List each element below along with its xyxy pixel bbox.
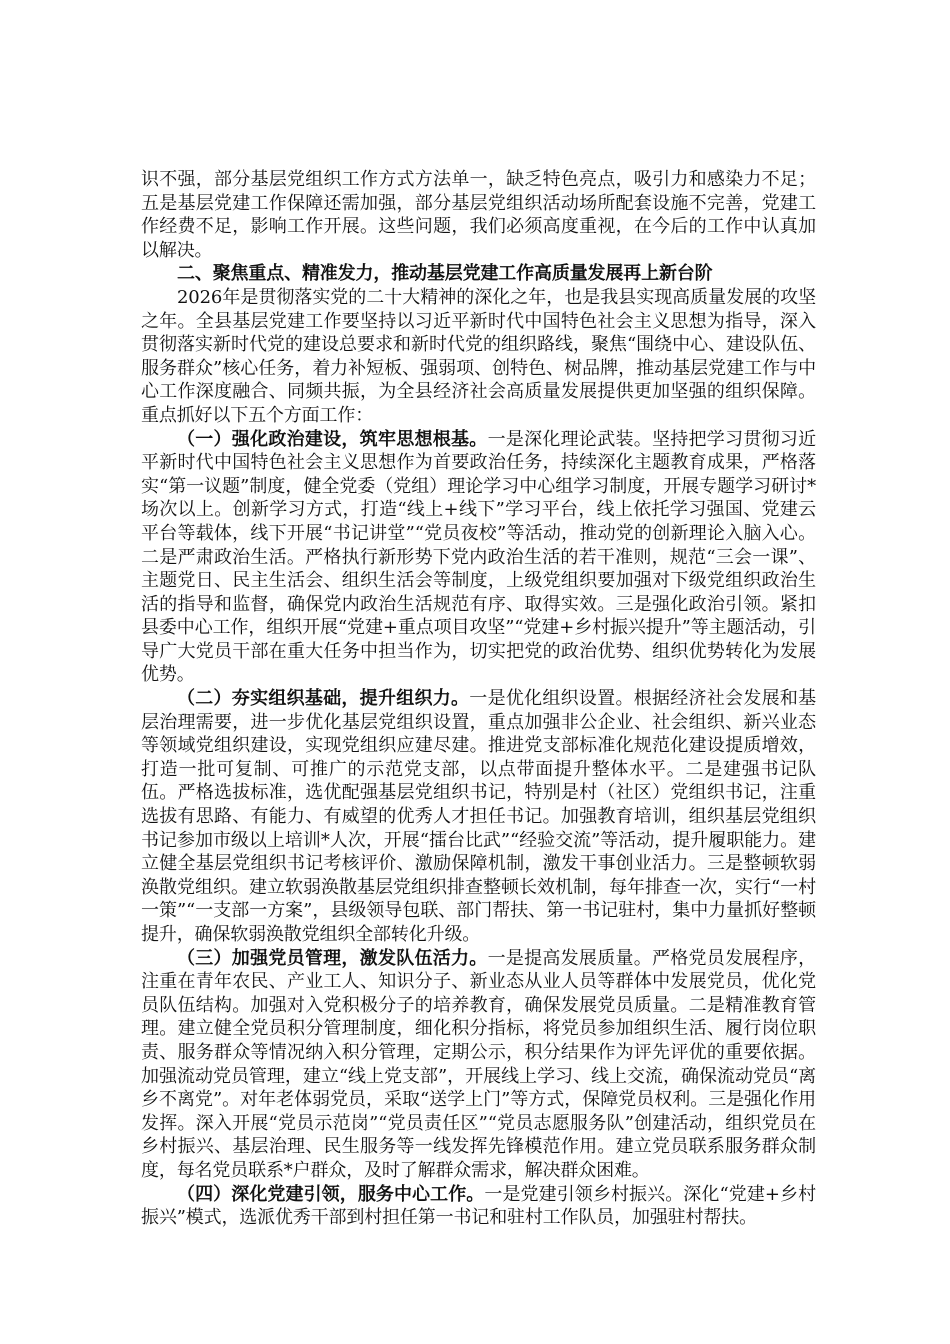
paragraph-text: 一是深化理论武装。坚持把学习贯彻习近平新时代中国特色社会主义思想作为首要政治任务，持续深化主题教育成果，严格落实“第一议题”制度，健全党委（党组）理论学习中心组学习制度，开展专题学习研讨*场次以上。创新学习方式，打造“线上+线下”学习平台，线上依托学习强国、党建云平台等载体，线下开展“书记讲堂”“党员夜校”等活动，推动党的创新理论入脑入心。二是严肃政治生活。严格执行新形势下党内政治生活的若干准则，规范“三会一课”、主题党日、民主生活会、组织生活会等制度，上级党组织要加强对下级党组织政治生活的指导和监督，确保党内政治生活规范有序、取得实效。三是强化政治引领。紧扣县委中心工作，组织开展“党建+重点项目攻坚”“党建+乡村振兴提升”等主题活动，引导广大党员干部在重大任务中担当作为，切实把党的政治优势、组织优势转化为发展优势。 (141, 428, 816, 686)
document-body (141, 168, 816, 1230)
paragraph-item-3 (141, 947, 816, 1183)
item-lead: （四）深化党建引领，服务中心工作。 (177, 1183, 485, 1205)
section-heading (141, 262, 816, 286)
paragraph-continuation (141, 168, 816, 262)
paragraph-text: 一是党建引领乡村振兴。深化“党建+乡村振兴”模式，选派优秀干部到村担任第一书记和驻村工作队员，加强驻村帮扶。 (141, 1183, 816, 1229)
paragraph-text: 一是优化组织设置。根据经济社会发展和基层治理需要，进一步优化基层党组织设置，重点加强非公企业、社会组织、新兴业态等领域党组织建设，实现党组织应建尽建。推进党支部标准化规范化建设提质增效，打造一批可复制、可推广的示范党支部，以点带面提升整体水平。二是建强书记队伍。严格选拔标准，选优配强基层党组织书记，特别是村（社区）党组织书记，注重选拔有思路、有能力、有威望的优秀人才担任书记。加强教育培训，组织基层党组织书记参加市级以上培训*人次，开展“擂台比武”“经验交流”等活动，提升履职能力。建立健全基层党组织书记考核评价、激励保障机制，激发干事创业活力。三是整顿软弱涣散党组织。建立软弱涣散基层党组织排查整顿长效机制，每年排查一次，实行“一村一策”“一支部一方案”，县级领导包联、部门帮扶、第一书记驻村，集中力量抓好整顿提升，确保软弱涣散党组织全部转化升级。 (141, 688, 816, 945)
paragraph-text: 一是提高发展质量。严格党员发展程序，注重在青年农民、产业工人、知识分子、新业态从业人员等群体中发展党员，优化党员队伍结构。加强对入党积极分子的培养教育，确保发展党员质量。二是精准教育管理。建立健全党员积分管理制度，细化积分指标，将党员参加组织生活、履行岗位职责、服务群众等情况纳入积分管理，定期公示，积分结果作为评先评优的重要依据。加强流动党员管理，建立“线上党支部”，开展线上学习、线上交流，确保流动党员“离乡不离党”。对年老体弱党员，采取“送学上门”等方式，保障党员权利。三是强化作用发挥。深入开展“党员示范岗”“党员责任区”“党员志愿服务队”创建活动，组织党员在乡村振兴、基层治理、民生服务等一线发挥先锋模范作用。建立党员联系服务群众制度，每名党员联系*户群众，及时了解群众需求，解决群众困难。 (141, 947, 816, 1181)
item-lead: （三）加强党员管理，激发队伍活力。 (177, 947, 488, 969)
paragraph-intro (141, 286, 816, 428)
paragraph-item-1 (141, 428, 816, 688)
paragraph-item-4 (141, 1183, 816, 1230)
heading-text: 二、聚焦重点、精准发力，推动基层党建工作高质量发展再上新台阶 (177, 263, 713, 285)
paragraph-item-2 (141, 687, 816, 947)
item-lead: （一）强化政治建设，筑牢思想根基。 (177, 428, 488, 450)
paragraph-text: 2026年是贯彻落实党的二十大精神的深化之年，也是我县实现高质量发展的攻坚之年。全县基层党建工作要坚持以习近平新时代中国特色社会主义思想为指导，深入贯彻落实新时代党的建设总要求和新时代党的组织路线，聚焦“围绕中心、建设队伍、服务群众”核心任务，着力补短板、强弱项、创特色、树品牌，推动基层党建工作与中心工作深度融合、同频共振，为全县经济社会高质量发展提供更加坚强的组织保障。重点抓好以下五个方面工作： (141, 286, 816, 426)
item-lead: （二）夯实组织基础，提升组织力。 (177, 688, 470, 710)
paragraph-text: 识不强，部分基层党组织工作方式方法单一，缺乏特色亮点，吸引力和感染力不足；五是基层党建工作保障还需加强，部分基层党组织活动场所配套设施不完善，党建工作经费不足，影响工作开展。这些问题，我们必须高度重视，在今后的工作中认真加以解决。 (141, 169, 816, 261)
